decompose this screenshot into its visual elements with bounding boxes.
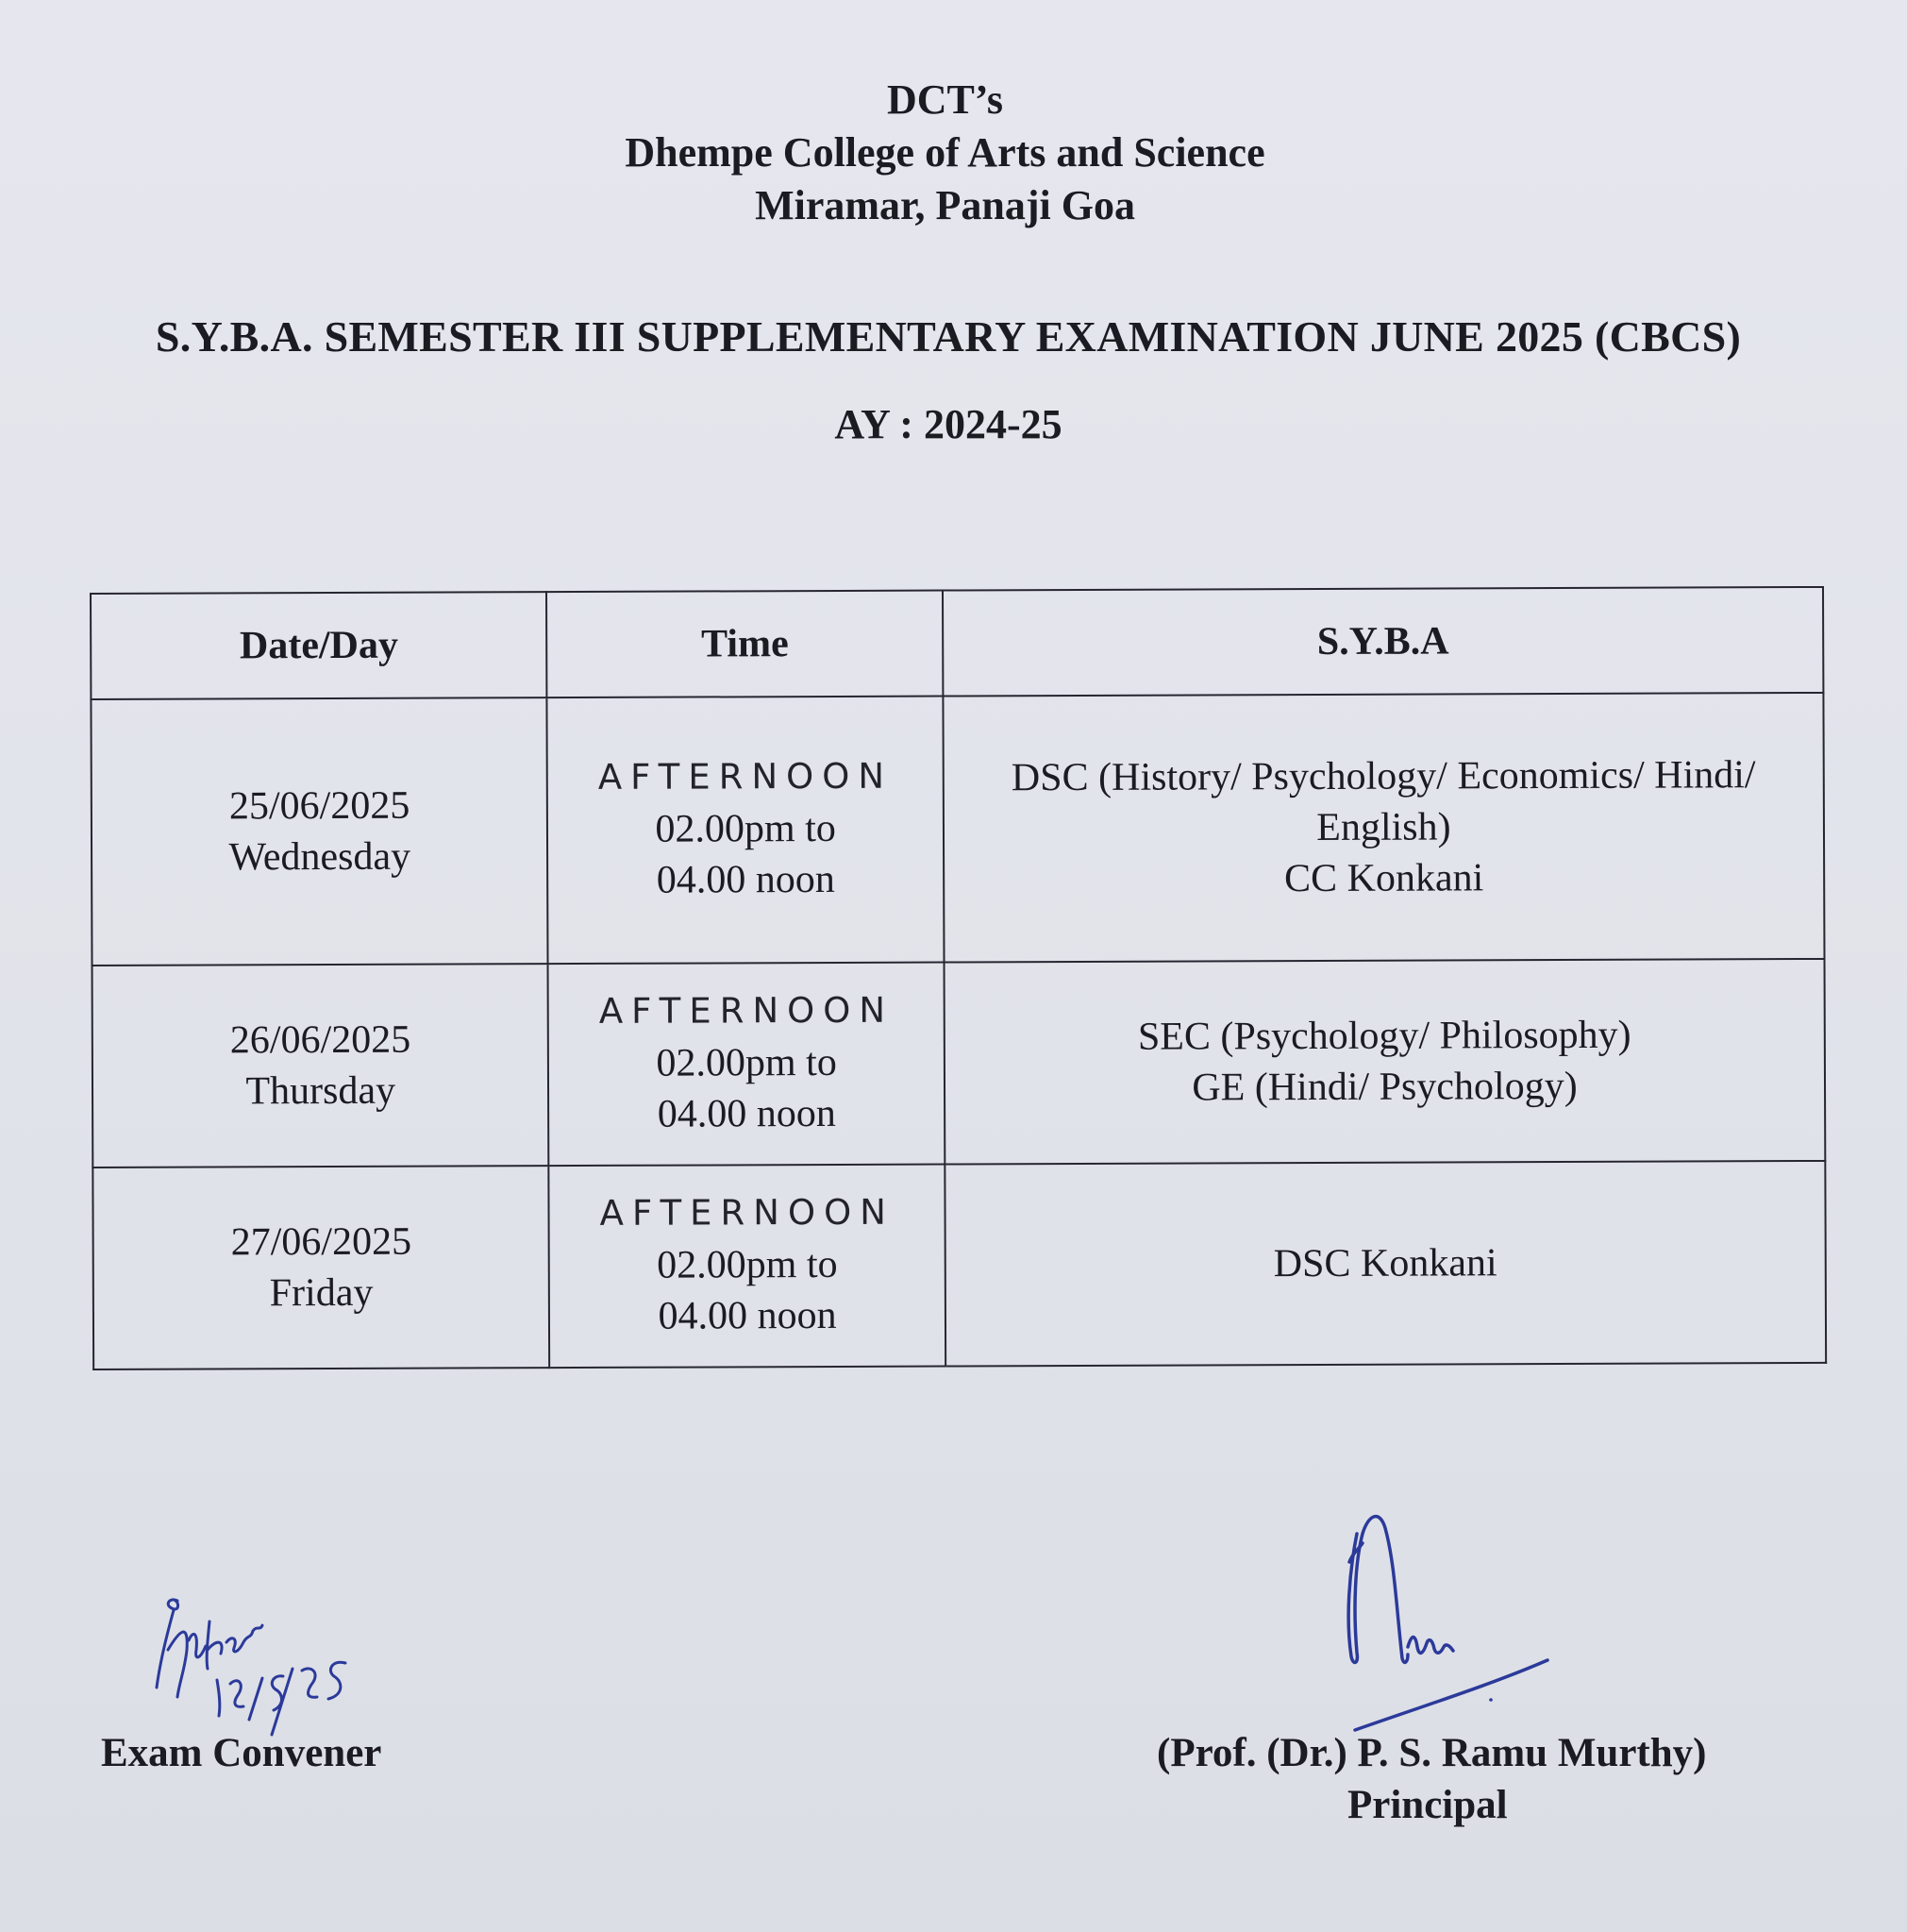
header-date-day: Date/Day: [91, 592, 547, 699]
time-cell: [547, 697, 945, 965]
time-end: 04.00 noon: [657, 1091, 836, 1136]
subjects-cell: [944, 959, 1825, 1165]
subject-line: GE (Hindi/ Psychology): [1192, 1064, 1578, 1110]
principal-name: (Prof. (Dr.) P. S. Ramu Murthy): [1157, 1731, 1707, 1775]
exam-date: 25/06/2025: [228, 783, 410, 829]
exam-convener-label: Exam Convener: [101, 1731, 382, 1775]
table-row: [91, 693, 1824, 966]
time-start: 02.00pm to: [657, 1242, 838, 1287]
header-college-address: Miramar, Panaji Goa: [755, 182, 1135, 228]
exam-date: 27/06/2025: [230, 1219, 412, 1265]
time-start: 02.00pm to: [655, 806, 836, 851]
time-cell: [548, 963, 945, 1167]
subject-line: DSC (History/ Psychology/ Economics/ Hindi/: [1011, 753, 1756, 800]
time-end: 04.00 noon: [656, 857, 835, 902]
convener-signature: [151, 1593, 368, 1744]
subject-line: DSC Konkani: [1273, 1241, 1497, 1286]
date-day-cell: [92, 964, 549, 1168]
table-row: [92, 1161, 1826, 1369]
exam-day: Thursday: [245, 1068, 396, 1114]
header-trust-name: DCT’s: [886, 76, 1004, 123]
exam-date: 26/06/2025: [229, 1017, 411, 1063]
header-college-name: Dhempe College of Arts and Science: [625, 129, 1265, 176]
handwritten-session: AFTERNOON: [599, 1191, 895, 1234]
subject-line: English): [1316, 805, 1451, 850]
subject-line: CC Konkani: [1283, 856, 1484, 901]
handwritten-session: AFTERNOON: [597, 755, 894, 798]
table-header-row: [91, 587, 1823, 699]
subjects-cell: [943, 693, 1824, 963]
exam-day: Wednesday: [228, 834, 411, 880]
time-end: 04.00 noon: [658, 1293, 837, 1338]
header-time: Time: [546, 591, 943, 698]
date-day-cell: [92, 1166, 549, 1369]
table-row: [92, 959, 1826, 1168]
time-cell: [549, 1165, 945, 1369]
date-day-cell: [91, 697, 548, 966]
principal-signature: [1321, 1496, 1576, 1741]
academic-year: AY : 2024-25: [834, 401, 1062, 447]
principal-label: Principal: [1347, 1783, 1508, 1827]
exam-title: S.Y.B.A. SEMESTER III SUPPLEMENTARY EXAMINATION JUNE 2025 (CBCS): [155, 312, 1742, 361]
subject-line: SEC (Psychology/ Philosophy): [1137, 1013, 1631, 1059]
header-syba: S.Y.B.A: [943, 587, 1824, 697]
subjects-cell: [945, 1161, 1826, 1367]
handwritten-session: AFTERNOON: [598, 989, 895, 1032]
college-header: [0, 74, 1890, 232]
exam-timetable: [90, 586, 1827, 1370]
exam-day: Friday: [269, 1270, 374, 1316]
time-start: 02.00pm to: [656, 1040, 837, 1085]
